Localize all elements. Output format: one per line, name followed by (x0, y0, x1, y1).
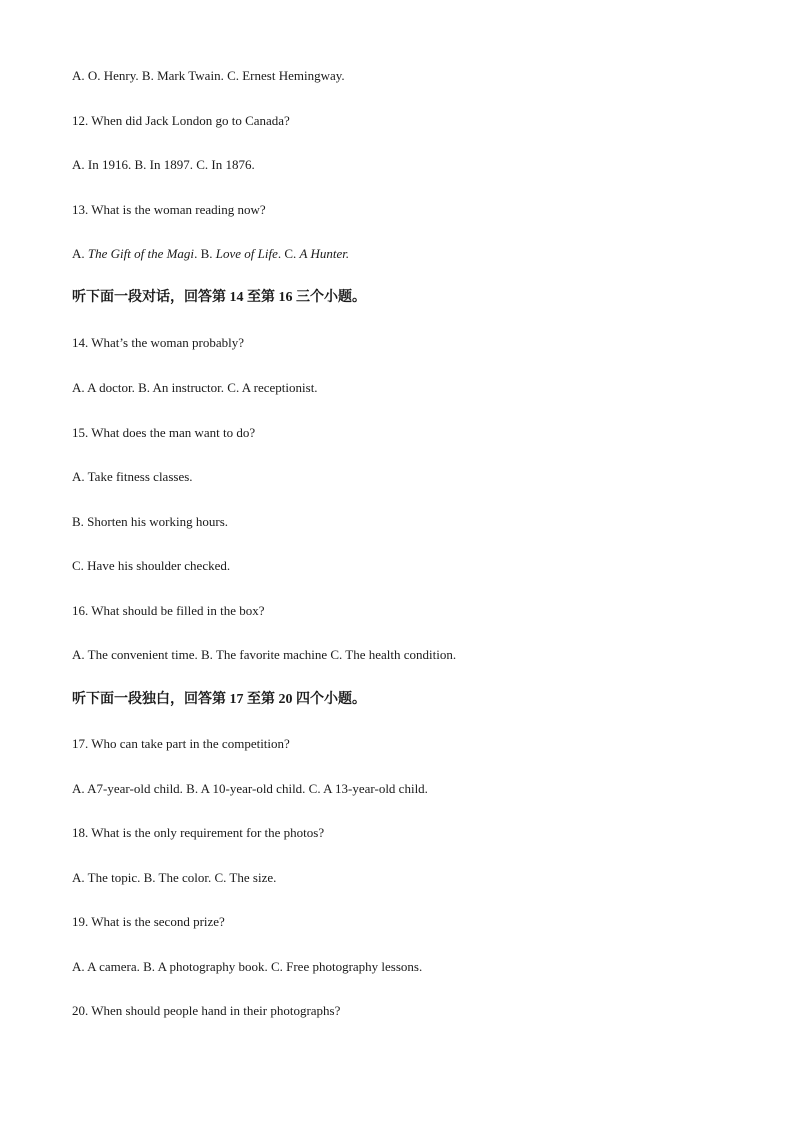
q13-option-b-prefix: . B. (194, 246, 216, 261)
q14-question: 14. What’s the woman probably? (72, 335, 244, 350)
q15-option-b: B. Shorten his working hours. (72, 514, 228, 529)
q16-question: 16. What should be filled in the box? (72, 603, 265, 618)
q17-question: 17. Who can take part in the competition? (72, 736, 290, 751)
q13-option-a-prefix: A. (72, 246, 88, 261)
q15-question: 15. What does the man want to do? (72, 425, 256, 440)
q13-option-a-title: The Gift of the Magi (87, 246, 195, 261)
q18-question: 18. What is the only requirement for the photos? (72, 825, 325, 840)
q18-options: A. The topic. B. The color. C. The size. (72, 870, 277, 885)
q20-question: 20. When should people hand in their photographs? (72, 1003, 341, 1018)
q12-options: A. In 1916. B. In 1897. C. In 1876. (72, 157, 255, 172)
q14-options: A. A doctor. B. An instructor. C. A receptionist. (72, 380, 318, 395)
q15-option-c: C. Have his shoulder checked. (72, 558, 231, 573)
q13-option-b-title: Love of Life (215, 246, 278, 261)
q13-option-c-prefix: . C. (277, 246, 300, 261)
q17-options: A. A7-year-old child. B. A 10-year-old child. C. A 13-year-old child. (72, 781, 428, 796)
q15-option-a: A. Take fitness classes. (72, 469, 193, 484)
section-heading-dialogue: 听下面一段对话，回答第 14 至第 16 三个小题。 (72, 290, 366, 305)
q13-options (72, 246, 349, 262)
q11-options: A. O. Henry. B. Mark Twain. C. Ernest Hemingway. (72, 68, 345, 83)
section-heading-monologue: 听下面一段独白，回答第 17 至第 20 四个小题。 (72, 692, 366, 707)
q13-question: 13. What is the woman reading now? (72, 202, 266, 217)
q19-question: 19. What is the second prize? (72, 914, 225, 929)
q16-options: A. The convenient time. B. The favorite machine C. The health condition. (72, 647, 457, 662)
q19-options: A. A camera. B. A photography book. C. Free photography lessons. (72, 959, 423, 974)
q12-question: 12. When did Jack London go to Canada? (72, 113, 290, 128)
q13-option-c-title: A Hunter. (299, 246, 350, 261)
